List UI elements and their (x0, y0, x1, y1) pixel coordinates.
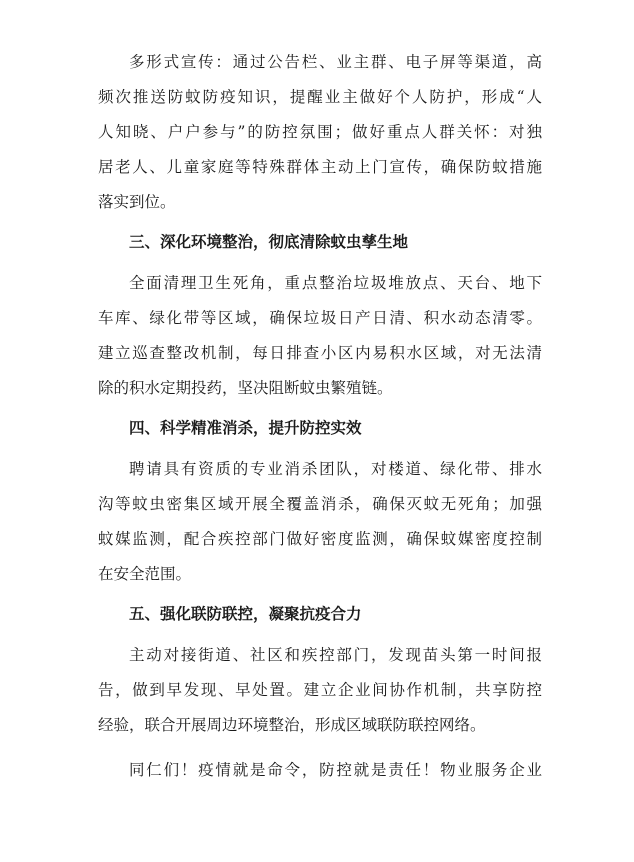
section-heading-5: 五、强化联防联控，凝聚抗疫合力 (129, 605, 362, 623)
paragraph-publicity-line-5: 落实到位。 (98, 193, 176, 211)
paragraph-5-line-3: 经验，联合开展周边环境整治，形成区域联防联控网络。 (98, 716, 486, 734)
paragraph-publicity-line-3: 人知晓、户户参与”的防控氛围；做好重点人群关怀：对独 (98, 123, 542, 141)
section-heading-4: 四、科学精准消杀，提升防控实效 (129, 419, 362, 437)
paragraph-3-line-3: 建立巡查整改机制，每日排查小区内易积水区域，对无法清 (98, 344, 542, 362)
paragraph-4-line-3: 蚊媒监测，配合疾控部门做好密度监测，确保蚊媒密度控制 (98, 530, 542, 548)
paragraph-5-line-1: 主动对接街道、社区和疾控部门，发现苗头第一时间报 (129, 646, 542, 664)
paragraph-4-line-1: 聘请具有资质的专业消杀团队，对楼道、绿化带、排水 (129, 460, 542, 478)
paragraph-publicity-line-1: 多形式宣传：通过公告栏、业主群、电子屏等渠道，高 (129, 53, 542, 71)
paragraph-4-line-4: 在安全范围。 (98, 565, 192, 583)
paragraph-3-line-2: 车库、绿化带等区域，确保垃圾日产日清、积水动态清零。 (98, 309, 542, 327)
paragraph-5-line-2: 告，做到早发现、早处置。建立企业间协作机制，共享防控 (98, 681, 542, 699)
paragraph-3-line-4: 除的积水定期投药，坚决阻断蚊虫繁殖链。 (98, 379, 393, 397)
paragraph-publicity-line-4: 居老人、儿童家庭等特殊群体主动上门宣传，确保防蚊措施 (98, 158, 542, 176)
section-heading-3: 三、深化环境整治，彻底清除蚊虫孳生地 (129, 233, 409, 251)
paragraph-3-line-1: 全面清理卫生死角，重点整治垃圾堆放点、天台、地下 (129, 274, 542, 292)
paragraph-4-line-2: 沟等蚊虫密集区域开展全覆盖消杀，确保灭蚊无死角；加强 (98, 495, 542, 513)
paragraph-closing-line-1: 同仁们！疫情就是命令，防控就是责任！物业服务企业 (129, 761, 542, 779)
paragraph-publicity-line-2: 频次推送防蚊防疫知识，提醒业主做好个人防护，形成“人 (98, 88, 542, 106)
